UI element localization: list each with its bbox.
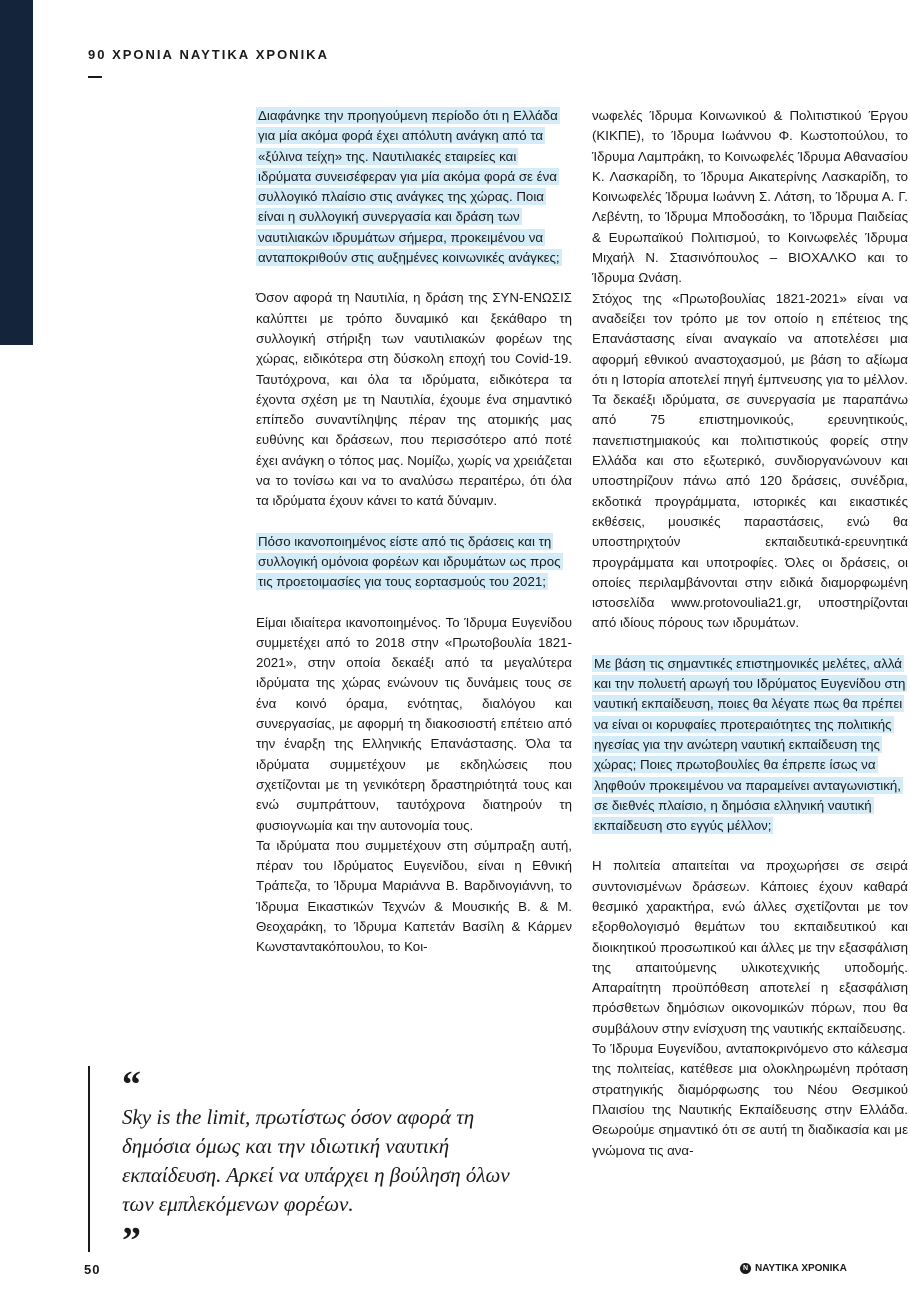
footer-brand bbox=[740, 1263, 847, 1274]
side-color-bar bbox=[0, 0, 33, 345]
question-1-text: Διαφάνηκε την προηγούμενη περίοδο ότι η Ελλάδα για μία ακόμα φορά έχει απόλυτη ανάγκη από τα «ξύλινα τείχη» της. Ναυτιλιακές εταιρείες και ιδρύματα συνεισέφεραν για μία ακόμα φορά σε ένα συλλογικό πλαίσιο στις ανάγκες της χώρας. Ποια είναι η συλλογική συνεργασία και δράση των ναυτιλιακών ιδρυμάτων σήμερα, προκειμένου να ανταποκριθούν στις αυξημένες κοινωνικές ανάγκες; bbox=[258, 108, 560, 266]
brand-logo-icon: N bbox=[740, 1263, 751, 1274]
open-quote-icon: “ bbox=[122, 1064, 141, 1106]
interview-question-3 bbox=[592, 654, 908, 837]
footer-brand-name: ΝΑΥΤΙΚΑ ΧΡΟΝΙΚΑ bbox=[755, 1263, 847, 1274]
question-3-text: Με βάση τις σημαντικές επιστημονικές μελέτες, αλλά και την πολυετή αρωγή του Ιδρύματος Ευγενίδου στη ναυτική εκπαίδευση, ποιες θα λέγατε πως θα πρέπει να είναι οι κορυφαίες προτεραιότητες της πολιτικής ηγεσίας για την ανώτερη ναυτική εκπαίδευση της χώρας; Ποιες πρωτοβουλίες θα έπρεπε ίσως να ληφθούν προκειμένου να παραμείνει ανταγωνιστική, σε διεθνές πλαίσιο, η δημόσια ελληνική ναυτική εκπαίδευση στο εγγύς μέλλον; bbox=[594, 655, 906, 834]
interview-answer-3-paragraph-1: Η πολιτεία απαιτείται να προχωρήσει σε σειρά συντονισμένων δράσεων. Κάποιες έχουν καθαρά θεσμικό χαρακτήρα, ενώ άλλες σχετίζονται με τον εξορθολογισμό θεμάτων του εκπαιδευτικού και διοικητικού προσωπικού και άλλες με την εξασφάλιση της απαιτούμενης υλικοτεχνικής υποδομής. Απαραίτητη προϋπόθεση αποτελεί η εξασφάλιση πρόσθετων δημόσιων οικονομικών πόρων, που θα συμβάλουν στην ενίσχυση της ναυτικής εκπαίδευσης. bbox=[592, 858, 908, 1036]
interview-answer-2-paragraph-3: Στόχος της «Πρωτοβουλίας 1821-2021» είναι να αναδείξει τον τρόπο με τον οποίο η επέτειος της Επανάστασης είναι αναγκαίο να αποτελέσει μια αφορμή εθνικού αναστοχασμού, με βάση το αξίωμα ότι η Ιστορία αποτελεί πηγή έμπνευσης για το μέλλον. Τα δεκαέξι ιδρύματα, σε συνεργασία με παραπάνω από 75 επιστημονικούς, ερευνητικούς, πανεπιστημιακούς και πολιτιστικούς φορείς στην Ελλάδα και στο εξωτερικό, συνδιοργανώνουν και υποστηρίζουν πάνω από 120 δράσεις, συνέδρια, εκδοτικά προγράμματα, ιστορικές και εικαστικές εκθέσεις, μουσικές παραστάσεις, ενώ θα υποστηριχτούν εκπαιδευτικά-ερευνητικά προγράμματα και υποτροφίες. Όλες οι δράσεις, οι οποίες περιλαμβάνονται στην ειδικά διαμορφωμένη ιστοσελίδα www.protovoulia21.gr, υποστηρίζονται από ιδίους πόρους των ιδρυμάτων. bbox=[592, 290, 908, 631]
header-rule bbox=[88, 76, 102, 78]
page-number: 50 bbox=[84, 1262, 101, 1277]
close-quote-icon: ” bbox=[122, 1220, 141, 1262]
interview-question-2 bbox=[256, 532, 572, 593]
interview-question-1 bbox=[256, 106, 572, 268]
pull-quote-rule bbox=[88, 1066, 90, 1252]
article-column-left bbox=[256, 106, 572, 958]
question-2-text: Πόσο ικανοποιημένος είστε από τις δράσεις και τη συλλογική ομόνοια φορέων και ιδρυμάτων ως προς τις προετοιμασίες για τους εορτασμούς του 2021; bbox=[258, 533, 561, 590]
article-column-right bbox=[592, 106, 908, 1161]
interview-answer-2-paragraph-2: Τα ιδρύματα που συμμετέχουν στη σύμπραξη αυτή, πέραν του Ιδρύματος Ευγενίδου, είναι η Εθνική Τράπεζα, το Ίδρυμα Μαριάννα Β. Βαρδινογιάννη, το Ίδρυμα Εικαστικών Τεχνών & Μουσικής Β. & Μ. Θεοχαράκη, το Ίδρυμα Καπετάν Βασίλη & Κάρμεν Κωνσταντακόπουλου, το Κοι- bbox=[256, 837, 572, 955]
interview-answer-1: Όσον αφορά τη Ναυτιλία, η δράση της ΣΥΝ-ΕΝΩΣΙΣ καλύπτει με τρόπο δυναμικό και ξεκάθαρο τη συλλογική στήριξη των ναυτιλιακών φορέων της χώρας, ειδικότερα στη δύσκολη εποχή του Covid-19. Ταυτόχρονα, και όλα τα ιδρύματα, ειδικότερα τα έχοντα σχέση με τη Ναυτιλία, έχουμε ένα σημαντικό επίπεδο συναντίληψης πέραν της ατομικής μας ευθύνης και δράσεων, που περισσότερο από ποτέ έχει ανάγκη ο τόπος μας. Νομίζω, χωρίς να χρειάζεται να το τονίσω και να το αναλύσω περαιτέρω, ότι όλα τα ιδρύματα έχουν κάνει το κατά δύναμιν. bbox=[256, 290, 572, 509]
running-header-title: 90 ΧΡΟΝΙΑ ΝΑΥΤΙΚΑ ΧΡΟΝΙΚΑ bbox=[88, 47, 329, 62]
interview-answer-2-continued: νωφελές Ίδρυμα Κοινωνικού & Πολιτιστικού Έργου (ΚΙΚΠΕ), το Ίδρυμα Ιωάννου Φ. Κωστοπούλου, το Ίδρυμα Λαμπράκη, το Κοινωφελές Ίδρυμα Αθανασίου Κ. Λασκαρίδη, το Ίδρυμα Αικατερίνης Λασκαρίδη, το Κοινωφελές Ίδρυμα Ιωάννη Σ. Λάτση, το Ίδρυμα Α. Γ. Λεβέντη, το Ίδρυμα Μποδοσάκη, το Ίδρυμα Παιδείας & Ευρωπαϊκού Πολιτισμού, το Κοινωφελές Ίδρυμα Μιχαήλ Ν. Στασινόπουλος – ΒΙΟΧΑΛΚΟ και το Ίδρυμα Ωνάση. bbox=[592, 108, 908, 286]
interview-answer-2-paragraph-1: Είμαι ιδιαίτερα ικανοποιημένος. Το Ίδρυμα Ευγενίδου συμμετέχει από το 2018 στην «Πρωτοβουλία 1821-2021», στην οποία δεκαέξι από τα μεγαλύτερα ιδρύματα της χώρας ενώνουν τις δυνάμεις τους σε ένα κοινό όραμα, ενότητας, διαλόγου και συνεργασίας, με αφορμή τη διακοσιοστή επέτειο από την έναρξη της Ελληνικής Επανάστασης. Όλα τα ιδρύματα συμμετέχουν με εκδηλώσεις που σχετίζονται με τη γενικότερη δραστηριότητά τους και ενώ συμπράττουν, ταυτόχρονα διατηρούν τη φυσιογνωμία και την αυτονομία τους. bbox=[256, 614, 572, 833]
interview-answer-3-paragraph-2: Το Ίδρυμα Ευγενίδου, ανταποκρινόμενο στο κάλεσμα της πολιτείας, κατέθεσε μια ολοκληρωμένη πρόταση στρατηγικής διαμόρφωσης του Νέου Θεσμικού Πλαισίου της Ναυτικής Εκπαίδευσης στην Ελλάδα. Θεωρούμε σημαντικό ότι σε αυτή τη διαδικασία και με γνώμονα τις ανα- bbox=[592, 1041, 908, 1158]
pull-quote-text: Sky is the limit, πρωτίστως όσον αφορά τη δημόσια όμως και την ιδιωτική ναυτική εκπαίδευση. Αρκεί να υπάρχει η βούληση όλων των εμπλεκόμενων φορέων. bbox=[122, 1105, 510, 1216]
